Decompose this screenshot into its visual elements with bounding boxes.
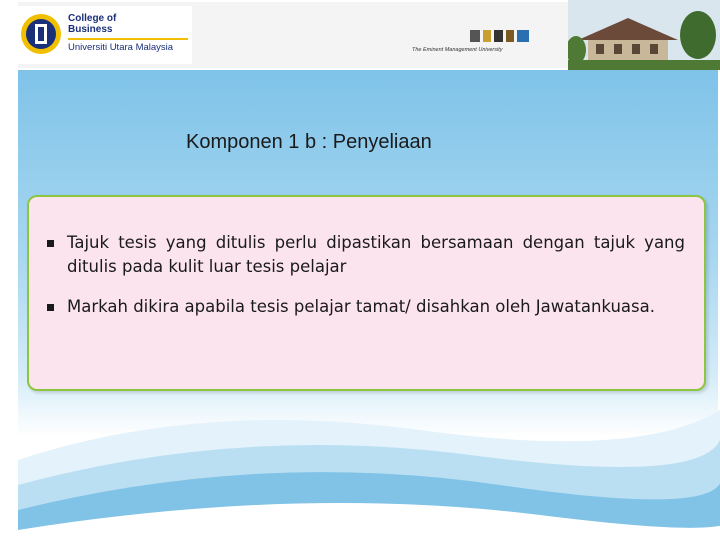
header-banner bbox=[0, 0, 720, 70]
square-bullet-icon bbox=[47, 304, 54, 311]
bullet-item bbox=[45, 231, 685, 279]
bullet-text: Markah dikira apabila tesis pelajar tamat/ disahkan oleh Jawatankuasa. bbox=[67, 297, 655, 316]
bullet-item bbox=[45, 295, 685, 319]
square-bullet-icon bbox=[47, 240, 54, 247]
bullet-list bbox=[45, 231, 685, 335]
left-margin bbox=[0, 70, 18, 540]
logo-text-college: College of bbox=[68, 13, 117, 24]
bullet-text: Tajuk tesis yang ditulis perlu dipastikan bersamaan dengan tajuk yang ditulis pada kulit luar tesis pelajar bbox=[67, 233, 685, 276]
tagline: The Eminent Management University bbox=[412, 47, 503, 53]
content-box bbox=[27, 195, 706, 391]
slide-title: Komponen 1 b : Penyeliaan bbox=[186, 131, 432, 153]
decorative-waves bbox=[0, 390, 720, 540]
accreditation-logos-icon bbox=[470, 28, 532, 44]
logo-divider bbox=[68, 38, 188, 40]
logo-text-university: Universiti Utara Malaysia bbox=[68, 42, 174, 53]
campus-building-image bbox=[568, 0, 720, 70]
logo-text-business: Business bbox=[68, 24, 113, 35]
university-crest-icon bbox=[20, 10, 62, 58]
